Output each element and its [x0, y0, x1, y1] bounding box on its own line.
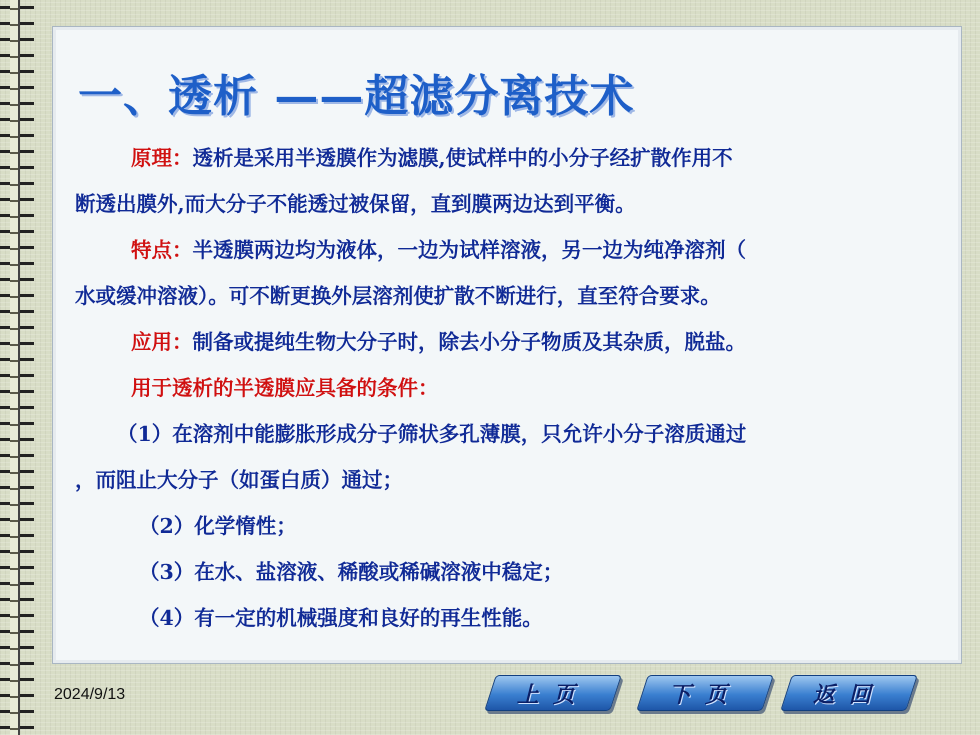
paragraph-application: [75, 319, 957, 365]
text-condition-4: （4）有一定的机械强度和良好的再生性能。: [139, 606, 543, 630]
paragraph-condition-3: [75, 549, 957, 595]
text-condition-2: （2）化学惰性；: [139, 514, 297, 538]
label-application: 应用：: [131, 330, 193, 354]
text-feature-cont: 水或缓冲溶液）。可不断更换外层溶剂使扩散不断进行，直至符合要求。: [75, 284, 721, 308]
text-condition-1-cont: ，而阻止大分子（如蛋白质）通过；: [75, 468, 403, 492]
back-label: 返回: [812, 681, 885, 708]
paragraph-feature: [75, 227, 957, 273]
paragraph-principle-cont: [75, 181, 957, 227]
next-page-label: 下页: [668, 681, 741, 708]
next-page-button[interactable]: [636, 675, 774, 711]
paragraph-principle: [75, 135, 957, 181]
paragraph-condition-1: [75, 411, 957, 457]
text-feature: 半透膜两边均为液体，一边为试样溶液，另一边为纯净溶剂（: [192, 238, 746, 262]
paragraph-condition-2: [75, 503, 957, 549]
label-principle: 原理：: [131, 146, 193, 170]
text-application: 制备或提纯生物大分子时，除去小分子物质及其杂质，脱盐。: [192, 330, 746, 354]
text-condition-3: （3）在水、盐溶液、稀酸或稀碱溶液中稳定；: [139, 560, 564, 584]
spiral-binding: [0, 0, 34, 735]
paragraph-condition-4: [75, 595, 957, 641]
paragraph-conditions-heading: [75, 365, 957, 411]
back-button[interactable]: [780, 675, 918, 711]
slide-title: 一、透析 ——超滤分离技术: [78, 71, 635, 122]
paragraph-feature-cont: [75, 273, 957, 319]
paragraph-condition-1-cont: [75, 457, 957, 503]
footer-date: 2024/9/13: [54, 686, 126, 703]
prev-page-button[interactable]: [484, 675, 622, 711]
text-principle-cont: 断透出膜外,而大分子不能透过被保留，直到膜两边达到平衡。: [75, 192, 636, 216]
prev-page-label: 上页: [516, 681, 589, 708]
label-feature: 特点：: [131, 238, 193, 262]
text-principle: 透析是采用半透膜作为滤膜,使试样中的小分子经扩散作用不: [192, 146, 733, 170]
label-conditions: 用于透析的半透膜应具备的条件：: [131, 376, 439, 400]
slide-body: [75, 135, 957, 641]
text-condition-1: （1）在溶剂中能膨胀形成分子筛状多孔薄膜，只允许小分子溶质通过: [117, 422, 747, 446]
